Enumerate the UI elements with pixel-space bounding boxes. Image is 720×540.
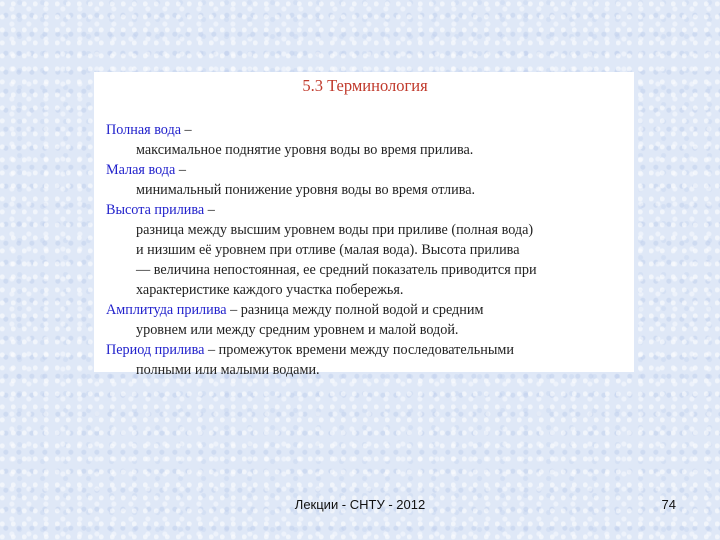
page-number: 74 [661,497,676,512]
definition-line: — величина непостоянная, ее средний показатель приводится при [136,262,537,278]
term-separator: – [204,202,215,218]
term-label: Период прилива [106,342,205,358]
entry-full-water [106,120,624,160]
entry-tide-height [106,200,624,300]
entry-tide-amplitude [106,300,624,340]
definition-line: и низшим её уровнем при отливе (малая вода). Высота прилива [136,242,520,258]
definition-line: минимальный понижение уровня воды во время отлива. [136,182,476,198]
term-label: Полная вода [106,122,181,138]
term-label: Амплитуда прилива [106,302,227,318]
entry-low-water [106,160,624,200]
definition-line: уровнем или между средним уровнем и малой водой. [136,322,459,338]
definition-line: полными или малыми водами. [136,362,320,378]
definition-line: максимальное поднятие уровня воды во время прилива. [136,142,474,158]
terminology-panel [94,72,634,378]
term-separator: – [181,122,192,138]
entry-tide-period [106,340,624,380]
term-separator: – разница между полной водой и средним [226,302,484,318]
term-label: Малая вода [106,162,176,178]
footer-text: Лекции - СНТУ - 2012 [294,497,426,512]
term-separator: – промежуток времени между последовательными [204,342,514,358]
term-separator: – [175,162,186,178]
slide-title: 5.3 Терминология [302,76,428,95]
definition-line: характеристике каждого участка побережья. [136,282,404,298]
term-label: Высота прилива [106,202,205,218]
definition-line: разница между высшим уровнем воды при приливе (полная вода) [136,222,534,238]
